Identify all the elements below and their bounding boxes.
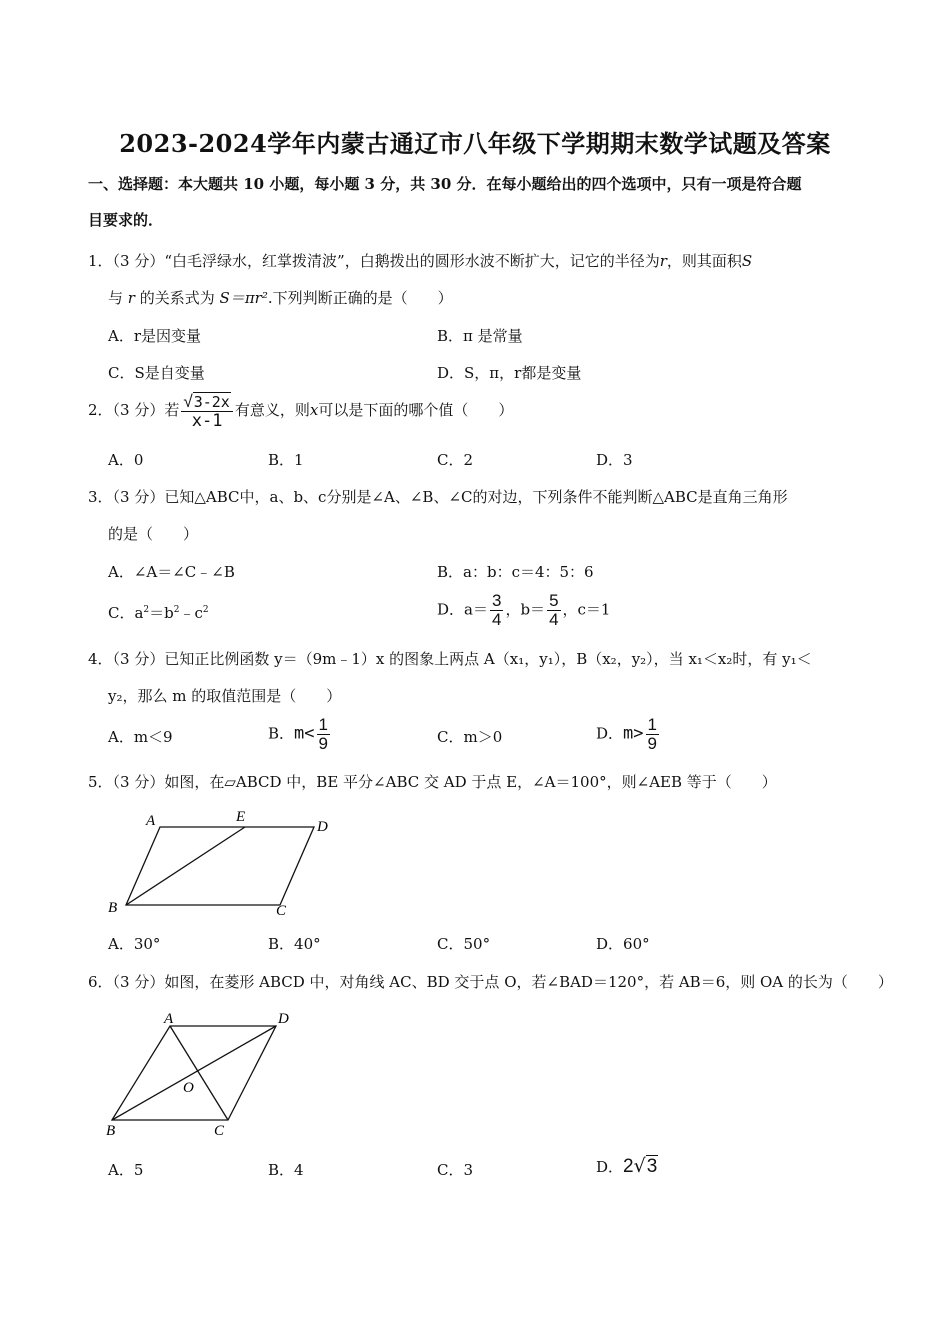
var-S: S [741,252,753,270]
question-score: （3 分） [112,488,165,506]
question-number: 5． [88,773,113,791]
option-text: ，b＝ [505,600,546,619]
section-heading-line1: 一、选择题：本大题共 10 小题，每小题 3 分，共 30 分．在每小题给出的四个选项中，只有一项是符合题 [88,175,802,193]
label-b: B [108,900,118,916]
denominator: 4 [549,610,559,629]
area-formula: S＝πr² [219,289,268,307]
q2-option-c[interactable]: C．2 [437,451,474,469]
q6-option-b[interactable]: B．4 [268,1161,304,1179]
question-number: 6． [88,973,113,991]
q1-option-c[interactable]: C．S是自变量 [108,364,205,382]
question-text: 有意义，则 [234,401,310,419]
question-1-line1 [88,250,752,271]
fraction-1-9 [317,716,330,753]
q6-option-a[interactable]: A．5 [108,1161,144,1179]
option-text: ，c＝1 [562,600,611,619]
option-text: D．a＝ [437,600,488,619]
var-r: r [659,252,667,270]
q1-option-d[interactable]: D．S，π，r都是变量 [437,364,582,382]
question-text: 的关系式为 [139,289,215,307]
question-score: （3 分） [112,401,165,419]
q4-option-b[interactable] [268,716,332,753]
parallelogram-abcd [126,827,314,905]
question-text: 如图，在菱形 ABCD 中，对角线 AC、BD 交于点 O，若∠BAD＝120°，若 AB＝6，则 OA 的长为（ ） [164,973,893,991]
fraction-1-9 [646,716,659,753]
q3-option-a[interactable]: A．∠A＝∠C﹣∠B [108,563,235,581]
fraction-3-4 [490,592,503,629]
question-score: （3 分） [112,650,165,668]
question-4-line1 [88,648,812,669]
sqrt-fraction: $\frac{√3-2x}{x-1}$ [181,392,232,430]
q6-option-c[interactable]: C．3 [437,1161,474,1179]
option-text: B． [268,724,295,743]
question-text: 可以是下面的哪个值（ ） [318,401,514,419]
q1-option-a[interactable]: A．r是因变量 [108,327,202,345]
label-d: D [278,1011,289,1027]
question-score: （3 分） [112,973,165,991]
question-5-line1 [88,771,777,792]
numerator: 5 [549,591,559,610]
label-a: A [146,813,156,829]
q5-option-a[interactable]: A．30° [108,935,161,953]
q2-option-d[interactable]: D．3 [596,451,633,469]
denominator: 9 [647,734,657,753]
label-a: A [164,1011,174,1027]
q5-option-b[interactable]: B．40° [268,935,321,953]
question-text: 若 [164,401,180,419]
question-number: 3． [88,488,113,506]
numerator: 1 [318,715,328,734]
question-6-line1 [88,971,893,992]
denominator: 4 [491,610,502,629]
question-number: 4． [88,650,113,668]
option-text: C．a [108,604,144,622]
q2-option-b[interactable]: B．1 [268,451,304,469]
q3-option-d[interactable] [437,592,610,629]
section-heading [88,166,868,238]
diagonal-ac [170,1026,228,1120]
denominator: 9 [318,734,328,753]
question-text: 如图，在▱ABCD 中，BE 平分∠ABC 交 AD 于点 E，∠A＝100°，则∠AEB 等于（ ） [164,773,777,791]
question-text: 已知△ABC中，a、b、c分别是∠A、∠B、∠C的对边，下列条件不能判断△ABC是直角三角形 [164,488,788,506]
segment-be [126,827,245,905]
question-text: “白毛浮绿水，红掌拨清波”，白鹅拨出的圆形水波不断扩大，记它的半径为 [164,252,660,270]
option-text: D． [596,724,624,743]
numerator: 3 [491,591,502,610]
option-expr: m> [623,723,644,744]
section-heading-line2: 目要求的． [88,211,164,229]
parallelogram-figure [100,805,340,920]
q5-option-d[interactable]: D．60° [596,935,650,953]
label-d: D [317,819,328,835]
question-1-line2 [108,287,453,308]
question-number: 1． [88,252,113,270]
question-score: （3 分） [112,773,165,791]
question-3-line2: 的是（ ） [108,525,199,543]
option-text: ﹣c [179,604,203,622]
label-o: O [183,1080,194,1096]
q4-option-c[interactable]: C．m＞0 [437,728,503,746]
q6-option-d[interactable]: D．2√3 [596,1155,658,1177]
question-3-line1 [88,486,788,507]
q3-option-c[interactable]: C．$a^2=b^2﹣c^2$ [108,604,209,622]
q4-option-a[interactable]: A．m＜9 [108,728,173,746]
rhombus-figure [100,1005,305,1140]
question-2-line1 [88,392,513,430]
question-score: （3 分） [112,252,165,270]
option-text: D． [596,1158,624,1176]
numerator: 1 [647,715,657,734]
option-expr: m< [294,723,315,744]
page-title: 2023-2024学年内蒙古通辽市八年级下学期期末数学试题及答案 [119,129,831,158]
q3-option-b[interactable]: B．a：b：c＝4：5：6 [437,563,594,581]
label-c: C [276,903,287,919]
question-text: 与 [108,289,124,307]
coefficient: 2 [623,1156,634,1177]
var-x: x [309,401,319,419]
radicand: 3 [646,1156,658,1177]
question-text: 已知正比例函数 y＝（9m﹣1）x 的图象上两点 A（x₁，y₁），B（x₂，y₂），当 x₁＜x₂时，有 y₁＜ [164,650,812,668]
radicand: 3-2x [193,393,230,411]
q1-option-b[interactable]: B．π 是常量 [437,327,523,345]
fraction-5-4 [547,592,560,629]
question-text: .下列判断正确的是（ ） [267,289,453,307]
question-text: ，则其面积 [666,252,742,270]
label-c: C [214,1123,225,1139]
option-text: ＝b [149,604,174,622]
q4-option-d[interactable] [596,716,661,753]
var-r: r [127,289,135,307]
label-b: B [106,1123,116,1139]
question-4-line2: y₂，那么 m 的取值范围是（ ） [108,687,342,705]
denominator: x-1 [191,411,223,431]
question-number: 2． [88,401,113,419]
q2-option-a[interactable]: A．0 [108,451,144,469]
label-e: E [236,809,246,825]
q5-option-c[interactable]: C．50° [437,935,491,953]
